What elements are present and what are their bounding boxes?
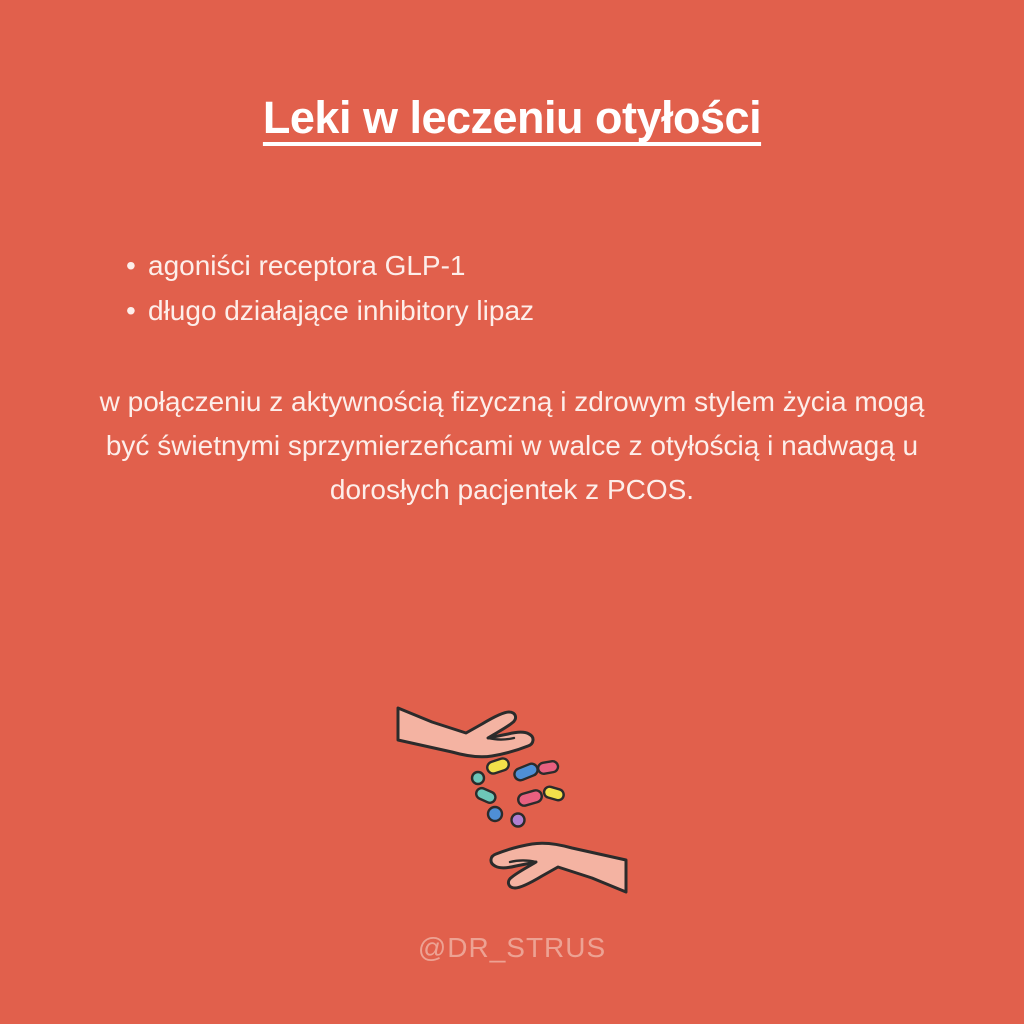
list-item: [126, 244, 466, 289]
page-title: Leki w leczeniu otyłości: [262, 92, 762, 143]
pills-icon: [472, 757, 565, 827]
list-item-label: agoniści receptora GLP-1: [148, 250, 466, 281]
bullet-marker-icon: •: [126, 294, 136, 326]
bullet-marker-icon: •: [126, 250, 136, 281]
body-paragraph: w połączeniu z aktywnością fizyczną i zdrowym stylem życia mogą być świetnymi sprzymierzeńcami w walce z otyłością i nadwagą u dorosłych pacjentek z PCOS.: [99, 385, 925, 506]
lower-hand-icon: [491, 843, 626, 892]
hands-passing-pills-illustration: [392, 700, 632, 900]
upper-hand-icon: [398, 708, 533, 757]
list-item-label: długo działające inhibitory lipaz: [148, 294, 535, 326]
author-handle: @DR_STRUS: [417, 932, 607, 963]
bullet-list: [0, 244, 1024, 334]
list-item: [126, 289, 534, 334]
